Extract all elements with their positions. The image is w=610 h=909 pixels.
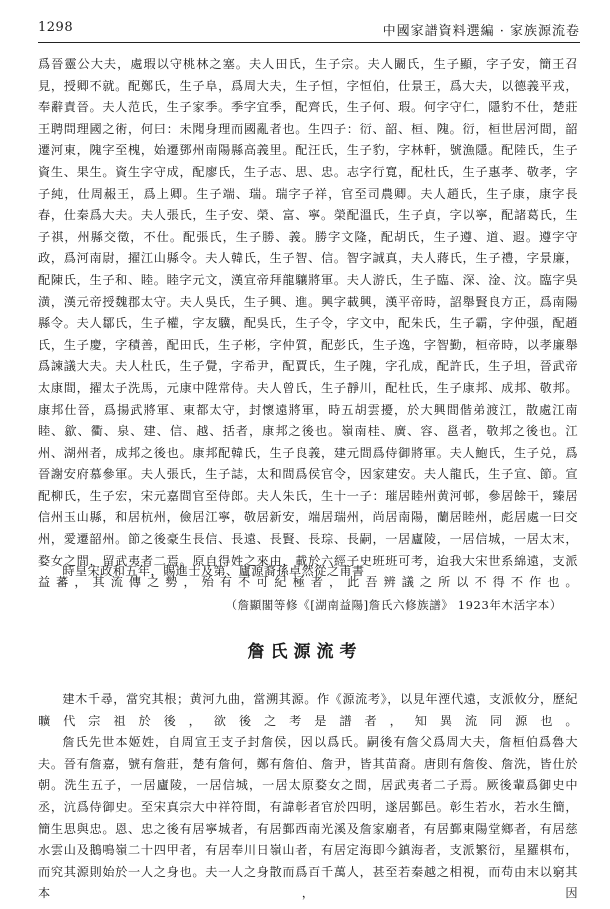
body-paragraph: 爲晉靈公大夫，處瑕以守桃林之塞。夫人田氏，生子宗。夫人闞氏，生子顯，字子安，簡王召見，授卿不就。配鄭氏，生子阜，爲周大夫，生子恒，字恒伯，仕景王，爲大夫，以德義平戎，奉辭責晉。夫人范氏，生子家季。季字宜季，配齊氏，生子何、瑕。何字守仁，隱豹不仕，楚莊王聘問理國之術，何曰：未聞身理而國亂者也。生四子：衍、韶、桓、隗。衍，桓世居河間，韶遷河東，隗字至槐，始遷鄧州南陽縣高義里。配汪氏，生子豹，字林軒，號漁隱。配陸氏，生子資生、果生。資生字守成，配廖氏，生子志、思、忠。志字行寬，配杜氏，生子惠孝、敬孝，字子純，仕周赧王，爲上卿。生子端、瑞。瑞字子祥，官至司農卿。夫人趙氏，生子康，康字長春，仕秦爲大夫。夫人張氏，生子安、榮、富、寧。榮配溫氏，生子貞，字以寧，配諸葛氏，生子祺，州縣交徵，不仕。配張氏，生子勝、義。勝字文隆，配胡氏，生子遵、道、遐。遵字守政，爲河南尉，擢江山縣令。夫人韓氏，生子智、信。智字誠真，夫人蔣氏，生子禮，字景廉，配陳氏，生子和、睦。睦字元文，漢宣帝拜龍驤將軍。夫人游氏，生子臨、深、淦、汶。臨字吳潢，漢元帝授魏郡太守。夫人吳氏，生子興、進。興字載興，漢平帝時，詔舉賢良方正，爲南陽縣令。夫人鄒氏，生子權，字友驥，配吳氏，生子令，字文中，配朱氏，生子霸，字仲强，配趙氏，生子慶，字積善，配田氏，生子彬，字仲質，配彭氏，生子逸，字智勤，桓帝時，以孝廉舉爲諫議大夫。夫人杜氏，生子覺，字希尹，配賈氏，生子隗，字孔成，配許氏，生子坦，晉武帝太康間，擢太子洗馬，元康中陞常侍。夫人曾氏，生子靜川，配杜氏，生子康邦、成邦、敬邦。康邦仕晉，爲揚武將軍、東都太守，封懷遠將軍，時五胡雲擾，於大興間偕弟渡江，散處江南睦、歙、衢、泉、建、信、越、括者，康邦之後也。嶺南桂、廣、容、邕者，敬邦之後也。江州、湖州者，成邦之後也。康邦配韓氏，生子良義，建元間爲侍御將軍。夫人鮑氏，生子兑，爲晉謝安府慕參軍。夫人張氏，生子誌，太和間爲侯官令，因家建安。夫人龍氏，生子宣、節。宣配柳氏，生子宏，宋元嘉間官至侍郎。夫人朱氏，生十一子：璀居睦州黄河邨，參居餘干，臻居信州玉山縣，和居杭州，儉居江寧，敬居新安，端居瑞州，尚居南陽，蘭居睦州，彪居處一曰交州，愛遷韶州。節之後豪生長信、長遠、長賢、長琮、長嗣，一居廬陵，一居信城，一居太末，婺女之間，留武夷者二焉。原自得姓之來由，載於六經子史班班可考，迨我大宋世系綿遠，支派益蕃，其流傳之勢，殆有不可紀極者，此吾辨議之所以不得不作也。 — [38, 57, 578, 590]
origin-essay-text — [38, 689, 578, 905]
essay-paragraph: 詹氏先世本姬姓，自周宣王支子封詹侯，因以爲氏。嗣後有詹父爲周大夫，詹桓伯爲魯大夫。晉有詹嘉，號有詹莊，楚有詹何，鄭有詹伯、詹尹，皆其苗裔。唐則有詹俊、詹洗，皆仕於朝。洗生五子，一居廬陵，一居信城，一居太原婺女之間，居武夷者二子焉。厥後輩爲御史中丞，沆爲侍御史。至宋真宗大中祥符間，有諱彰者官於四明，遂居鄞邑。彰生若水，若水生簡，簡生思與忠。恩、忠之後有居寧城者，有居鄞西南光溪及詹家廟者，有居鄞東陽堂鄉者，有居慈水雲山及鵝鳴嶺二十四甲者，有居奉川日嶺山者，有居定海即今鎮海者，支派繁衍，星羅棋布，而究其源則始於一人之身也。夫一人之身散而爲百千萬人，甚至若秦越之相視，而苟由末以窮其本，因 — [38, 735, 578, 901]
essay-paragraph: 建木千尋，當究其根；黄河九曲，當溯其源。作《源流考》，以見年湮代遠，支派攸分，歷紀曠代宗祖於後，欲後之考是譜者，知異流同源也。 — [38, 692, 578, 728]
author-sign-off: 時皇宋政和五年，賜進士及第、廬源裔孫卓然從之甫書 — [62, 564, 365, 578]
genealogy-body-text — [38, 54, 578, 594]
section-title: 詹氏源流考 — [247, 642, 363, 662]
header-rule — [38, 42, 580, 43]
running-title: 中國家譜資料選編 · 家族源流卷 — [382, 24, 580, 39]
source-citation: （詹顯閣等修《[湖南益陽]詹氏六修族譜》 1923年木活字本） — [225, 598, 562, 612]
running-header — [38, 20, 580, 38]
page-number: 1298 — [38, 20, 74, 35]
